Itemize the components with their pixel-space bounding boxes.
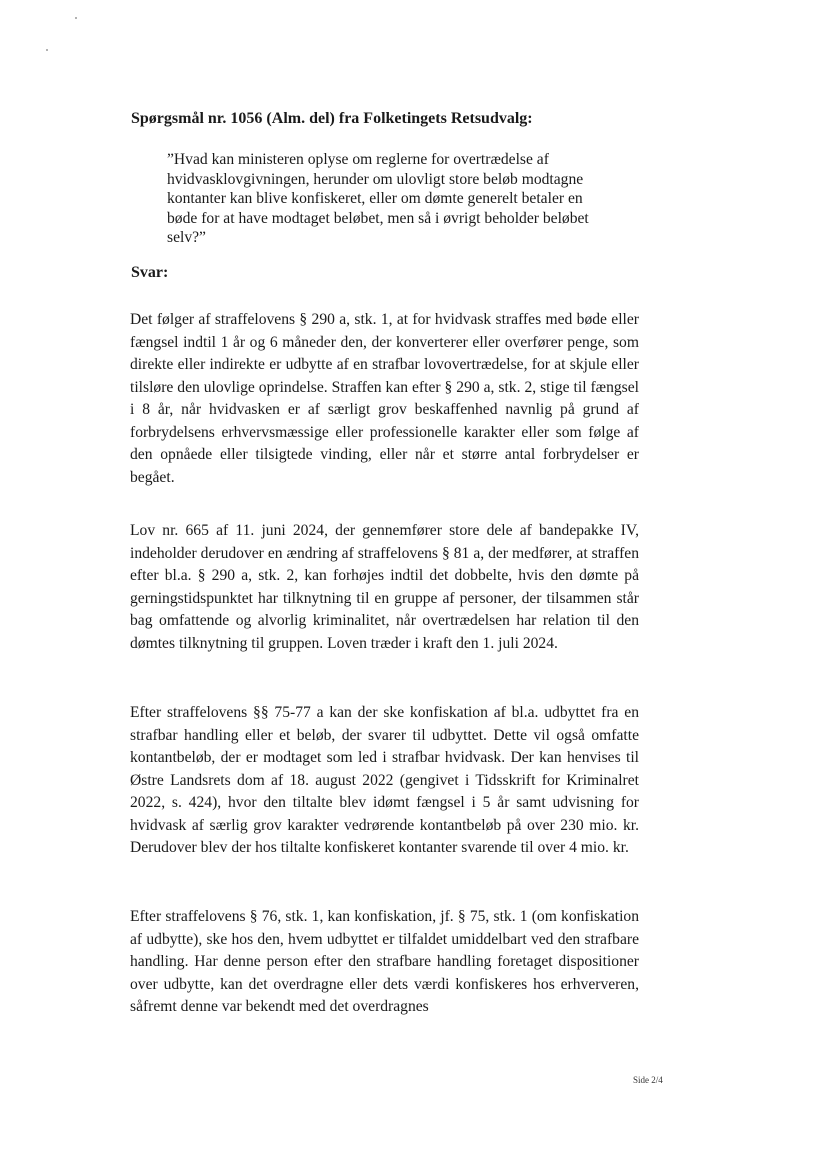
answer-paragraph: Det følger af straffelovens § 290 a, stk. 1, at for hvidvask straffes med bøde eller fængsel indtil 1 år og 6 måneder den, der konverterer eller overfører penge, som direkte eller indirekte er udbytte af en strafbar lovovertrædelse, for at skjule eller tilsløre den ulovlige oprindelse. Straffen kan efter § 290 a, stk. 2, stige til fængsel i 8 år, når hvidvasken er af særligt grov beskaffenhed navnlig på grund af forbrydelsens erhvervsmæssige eller professionelle karakter eller som følge af den opnåede eller tilsigtede vinding, eller når et større antal forbrydelser er begået.: [130, 311, 639, 486]
scan-speck: [75, 17, 77, 19]
question-quote: ”Hvad kan ministeren oplyse om reglerne for overtrædelse af hvidvasklovgivningen, herunder om ulovligt store beløb modtagne kontanter kan blive konfiskeret, eller om dømte generelt betaler en bøde for at have modtaget beløbet, men så i øvrigt beholder beløbet selv?”: [167, 151, 589, 247]
page-number: Side 2/4: [633, 1075, 663, 1085]
answer-paragraph: Lov nr. 665 af 11. juni 2024, der gennemfører store dele af bandepakke IV, indeholder derudover en ændring af straffelovens § 81 a, der medfører, at straffen efter bl.a. § 290 a, stk. 2, kan forhøjes indtil det dobbelte, hvis den dømte på gerningstidspunktet har tilknytning til en gruppe af personer, der tilsammen står bag omfattende og alvorlig kriminalitet, når overtrædelsen har relation til den dømtes tilknytning til gruppen. Loven træder i kraft den 1. juli 2024.: [130, 522, 639, 652]
answer-paragraph: Efter straffelovens § 76, stk. 1, kan konfiskation, jf. § 75, stk. 1 (om konfiskation af udbytte), ske hos den, hvem udbyttet er tilfaldet umiddelbart ved den strafbare handling. Har denne person efter den strafbare handling foretaget dispositioner over udbytte, kan det overdragne eller dets værdi konfiskeres hos erhververen, såfremt denne var bekendt med det overdragnes: [130, 908, 639, 1015]
answer-paragraph: Efter straffelovens §§ 75-77 a kan der ske konfiskation af bl.a. udbyttet fra en strafbar handling eller et beløb, der svarer til udbyttet. Dette vil også omfatte kontantbeløb, der er modtaget som led i strafbar hvidvask. Der kan henvises til Østre Landsrets dom af 18. august 2022 (gengivet i Tidsskrift for Kriminalret 2022, s. 424), hvor den tiltalte blev idømt fængsel i 5 år samt udvisning for hvidvask af særlig grov karakter vedrørende kontantbeløb på over 230 mio. kr. Derudover blev der hos tiltalte konfiskeret kontanter svarende til over 4 mio. kr.: [130, 704, 639, 856]
answer-label: Svar:: [131, 264, 169, 281]
scan-speck: [46, 49, 48, 51]
question-heading: Spørgsmål nr. 1056 (Alm. del) fra Folketingets Retsudvalg:: [131, 110, 533, 127]
